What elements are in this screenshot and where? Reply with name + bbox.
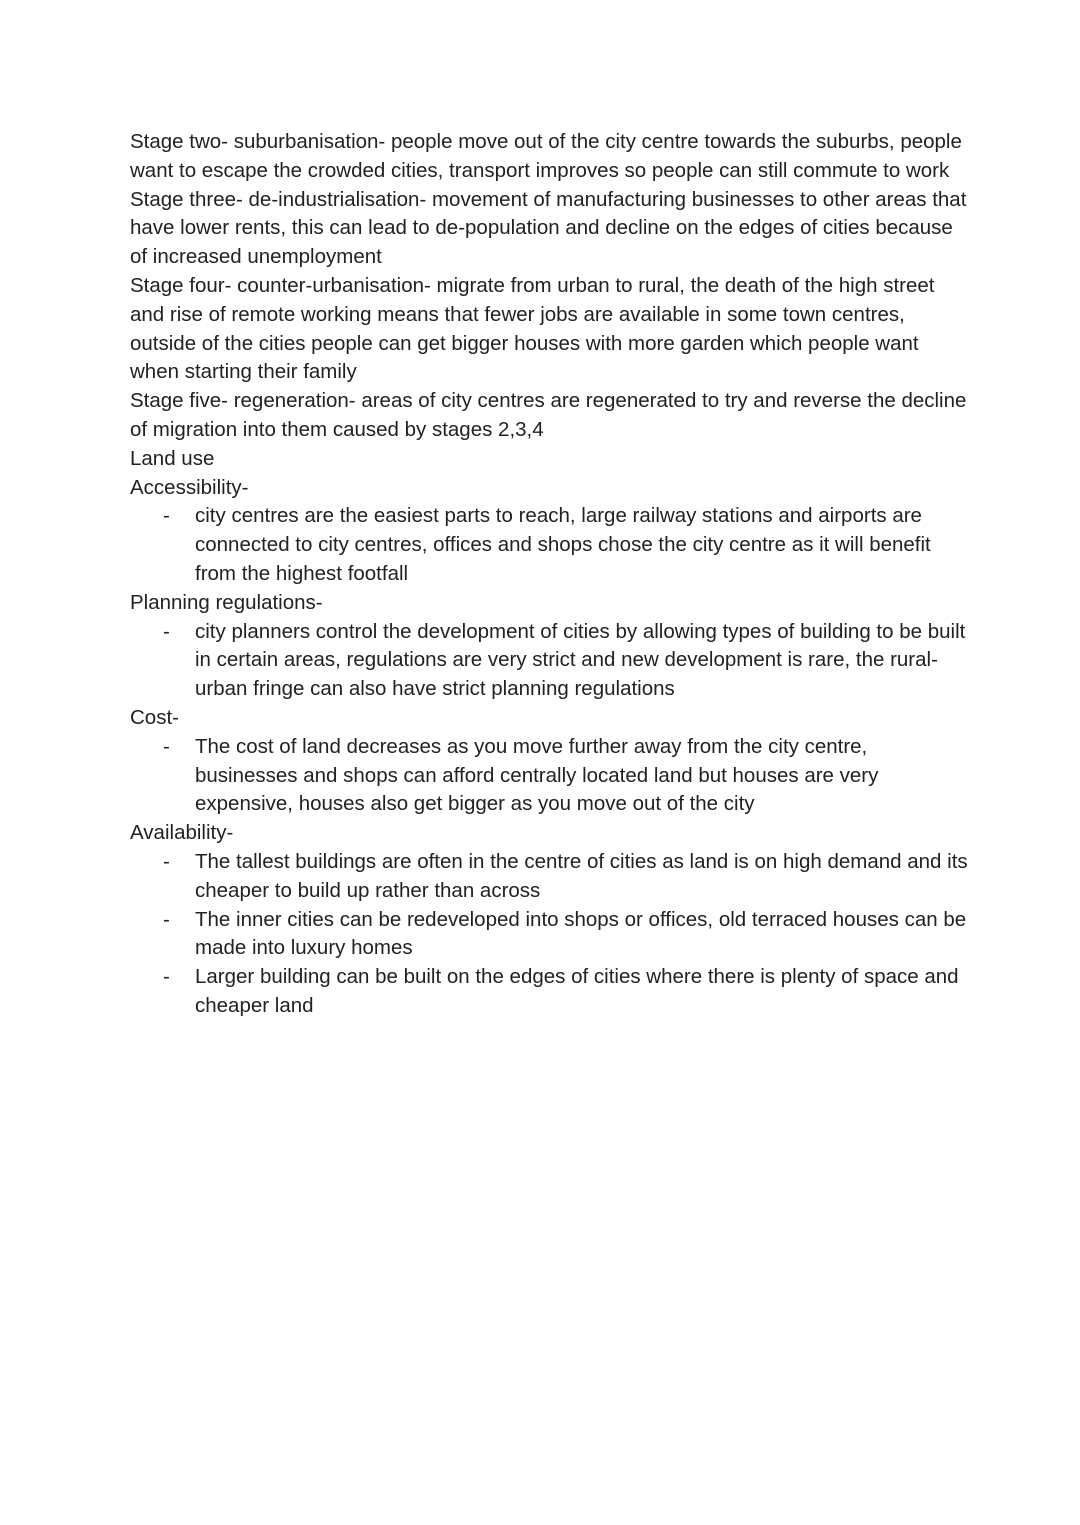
dash-marker: -	[163, 849, 170, 873]
list-item	[130, 618, 970, 704]
bullet-text: The cost of land decreases as you move further away from the city centre, businesses and shops can afford centrally located land but houses are very expensive, houses also get bigger as you move out of the city	[195, 734, 879, 816]
cost-heading: Cost-	[130, 705, 179, 729]
bullet-text: The tallest buildings are often in the centre of cities as land is on high demand and its cheaper to build up rather than across	[195, 849, 968, 902]
list-item	[130, 963, 970, 1021]
dash-marker: -	[163, 504, 170, 528]
availability-heading: Availability-	[130, 821, 234, 845]
list-item	[130, 733, 970, 819]
dash-marker: -	[163, 619, 170, 643]
stage-two-text: Stage two- suburbanisation- people move out of the city centre towards the suburbs, people want to escape the crowded cities, transport improves so people can still commute to work	[130, 130, 962, 182]
bullet-text: Larger building can be built on the edges of cities where there is plenty of space and cheaper land	[195, 965, 959, 1017]
document-page	[130, 128, 970, 1021]
bullet-text: The inner cities can be redeveloped into shops or offices, old terraced houses can be made into luxury homes	[195, 907, 967, 960]
stage-four-text: Stage four- counter-urbanisation- migrate from urban to rural, the death of the high street and rise of remote working means that fewer jobs are available in some town centres, outside of the cities people can get bigger houses with more garden which people want when starting their family	[130, 273, 935, 384]
cost-list	[130, 733, 970, 819]
accessibility-list	[130, 502, 970, 588]
availability-list	[130, 848, 970, 1021]
list-item	[130, 502, 970, 588]
list-item	[130, 906, 970, 964]
dash-marker: -	[163, 734, 170, 758]
accessibility-heading: Accessibility-	[130, 475, 249, 499]
land-use-heading: Land use	[130, 446, 215, 470]
stage-five-text: Stage five- regeneration- areas of city centres are regenerated to try and reverse the decline of migration into them caused by stages 2,3,4	[130, 389, 967, 441]
dash-marker: -	[163, 965, 170, 989]
planning-regulations-list	[130, 618, 970, 704]
bullet-text: city centres are the easiest parts to reach, large railway stations and airports are connected to city centres, offices and shops chose the city centre as it will benefit from the highest footfall	[195, 504, 931, 585]
list-item	[130, 848, 970, 906]
planning-regulations-heading: Planning regulations-	[130, 590, 323, 614]
stage-three-text: Stage three- de-industrialisation- movement of manufacturing businesses to other areas that have lower rents, this can lead to de-population and decline on the edges of cities because of increased unemployment	[130, 187, 967, 269]
dash-marker: -	[163, 907, 170, 931]
bullet-text: city planners control the development of cities by allowing types of building to be built in certain areas, regulations are very strict and new development is rare, the rural-urban fringe can also have strict planning regulations	[195, 619, 966, 701]
